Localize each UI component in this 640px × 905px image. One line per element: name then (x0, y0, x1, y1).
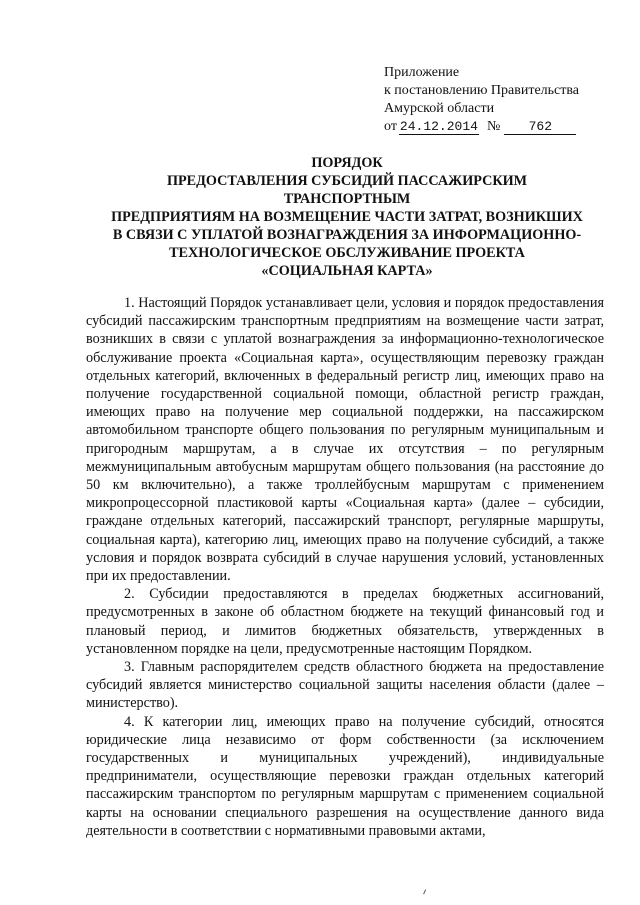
resolution-date: 24.12.2014 (399, 119, 478, 134)
paragraph-3: 3. Главным распорядителем средств областного бюджета на предоставление субсидий является министерство социальной защиты населения области (далее – министерство). (86, 659, 604, 712)
scan-mark (423, 889, 429, 895)
appendix-label: Приложение (384, 65, 460, 80)
title-line: ПРЕДПРИЯТИЯМ НА ВОЗМЕЩЕНИЕ ЧАСТИ ЗАТРАТ, ВОЗНИКШИХ (111, 209, 583, 225)
paragraph-1: 1. Настоящий Порядок устанавливает цели, условия и порядок предоставления субсидий пассажирским транспортным предприятиям на возмещение части затрат, возникших в связи с уплатой вознаграждения за информационно-технологическое обслуживание проекта «Социальная карта», осуществляющим перевозку граждан отдельных категорий, включенных в федеральный регистр лиц, имеющих право на получение государственной социальной помощи, областной регистр граждан, имеющих право на получение мер социальной поддержки, на пассажирском автомобильном транспорте общего пользования по регулярным муниципальным и пригородным маршрутам, а в случае их отсутствия – по регулярным межмуниципальным автобусным маршрутам общего пользования (на расстояние до 50 км включительно), а также троллейбусным маршрутам с применением микропроцессорной пластиковой карты «Социальная карта» (далее – субсидии, граждане отдельных категорий, пассажирский транспорт, регулярные маршруты, социальная карта), категорию лиц, имеющих право на получение субсидий, а также условия и порядок возврата субсидий в случае нарушения условий, установленных при их предоставлении. (86, 295, 604, 585)
paragraph-4: 4. К категории лиц, имеющих право на получение субсидий, относятся юридические лица независимо от форм собственности (за исключением государственных и муниципальных учреждений), индивидуальные предприниматели, осуществляющие перевозки граждан отдельных категорий пассажирским транспортом по регулярным маршрутам с применением социальной карты на основании специального разрешения на осуществление данного вида деятельности в соответствии с нормативными правовыми актами, (86, 713, 604, 839)
resolution-number: 762 (504, 119, 576, 135)
document-title (86, 154, 608, 280)
appendix-header (384, 64, 624, 136)
title-line: ТРАНСПОРТНЫМ (283, 191, 411, 207)
title-line: В СВЯЗИ С УПЛАТОЙ ВОЗНАГРАЖДЕНИЯ ЗА ИНФОРМАЦИОННО- (112, 227, 582, 243)
date-prefix: от (384, 119, 397, 134)
title-line: ПРЕДОСТАВЛЕНИЯ СУБСИДИЙ ПАССАЖИРСКИМ (166, 173, 528, 189)
document-body (86, 294, 604, 840)
appendix-date-line (384, 119, 576, 134)
number-label: № (486, 119, 501, 134)
appendix-region-line: Амурской области (384, 101, 495, 116)
title-line: ТЕХНОЛОГИЧЕСКОЕ ОБСЛУЖИВАНИЕ ПРОЕКТА (169, 245, 525, 261)
appendix-resolution-line: к постановлению Правительства (384, 83, 580, 98)
title-line: «СОЦИАЛЬНАЯ КАРТА» (261, 263, 433, 279)
paragraph-2: 2. Субсидии предоставляются в пределах бюджетных ассигнований, предусмотренных в законе об областном бюджете на текущий финансовый год и плановый период, и лимитов бюджетных обязательств, утвержденных в установленном порядке на цели, предусмотренные настоящим Порядком. (86, 586, 604, 657)
title-line: ПОРЯДОК (311, 155, 383, 171)
